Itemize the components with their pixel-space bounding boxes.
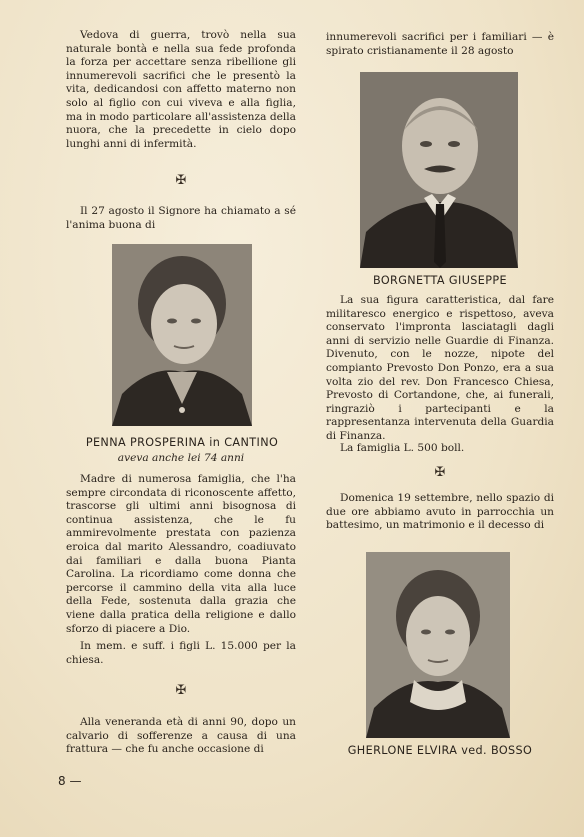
paragraph-sunday-events: Domenica 19 settembre, nello spazio di due ore abbiamo avuto in parrocchia un battesimo, un matrimonio e il decesso di [326, 492, 554, 532]
paragraph-offering-family: La famiglia L. 500 boll. [340, 442, 465, 454]
cross-icon: ✠ [434, 465, 446, 480]
paragraph-borgnetta: La sua figura caratteristica, dal fare militaresco energico e rispettoso, aveva conservato l'impronta lasciatagli dagli anni di servizio nelle Guardie di Finanza. Divenuto, con le nozze, nipote del compianto Prevosto Don Ponzo, era a sua volta zio del rev. Don Francesco Chiesa, Prevosto di Cortandone, che, ai funerali, ringraziò i partecipanti e la rappresentanza intervenuta della Guardia di Finanza. [326, 294, 554, 442]
portrait-gherlone-elvira [366, 552, 510, 738]
cross-icon: ✠ [175, 683, 187, 698]
portrait-borgnetta-giuseppe [360, 72, 518, 268]
paragraph-borgnetta-continued: innumerevoli sacrifici per i familiari — è spirato cristianamente il 28 agosto [326, 31, 554, 57]
name-penna-prosperina: PENNA PROSPERINA in CANTINO [85, 436, 279, 449]
portrait-penna-prosperina [112, 244, 252, 426]
subtitle-age: aveva anche lei 74 anni [117, 452, 245, 464]
paragraph-widow: Vedova di guerra, trovò nella sua naturale bontà e nella sua fede profonda la forza per accettare senza ribellione gli innumerevoli sacrifici che le presentò la vita, dedicandosi con affetto materno non solo al figlio con cui viveva e alla figlia, ma in modo particolare all'assistenza della nuora, che la precedette in cielo dopo lunghi anni di infermità. [66, 29, 296, 150]
paragraph-borgnetta-intro: Alla veneranda età di anni 90, dopo un calvario di sofferenze a causa di una frattura — che fu anche occasione di [66, 716, 296, 756]
portrait-gherlone-image [366, 552, 510, 738]
paragraph-offering-children: In mem. e suff. i figli L. 15.000 per la chiesa. [66, 640, 296, 666]
cross-icon: ✠ [175, 173, 187, 188]
paragraph-penna: Madre di numerosa famiglia, che l'ha sempre circondata di riconoscente affetto, trascorse gli ultimi anni bisognosa di continua assistenza, che le fu ammirevolmente prestata con pazienza eroica dal marito Alessandro, coadiuvato dai familiari e dalla buona Pianta Carolina. La ricordiamo come donna che percorse il cammino della vita alla luce della Fede, sostenuta dalla grazia che viene dalla pratica della religione e dallo sforzo di piacere a Dio. [66, 473, 296, 635]
portrait-borgnetta-image [360, 72, 518, 268]
name-borgnetta-giuseppe: BORGNETTA GIUSEPPE [372, 274, 508, 287]
portrait-penna-image [112, 244, 252, 426]
paragraph-intro-penna: Il 27 agosto il Signore ha chiamato a sé l'anima buona di [66, 205, 296, 231]
name-gherlone-elvira: GHERLONE ELVIRA ved. BOSSO [347, 744, 533, 757]
page-number: 8 — [58, 774, 82, 788]
